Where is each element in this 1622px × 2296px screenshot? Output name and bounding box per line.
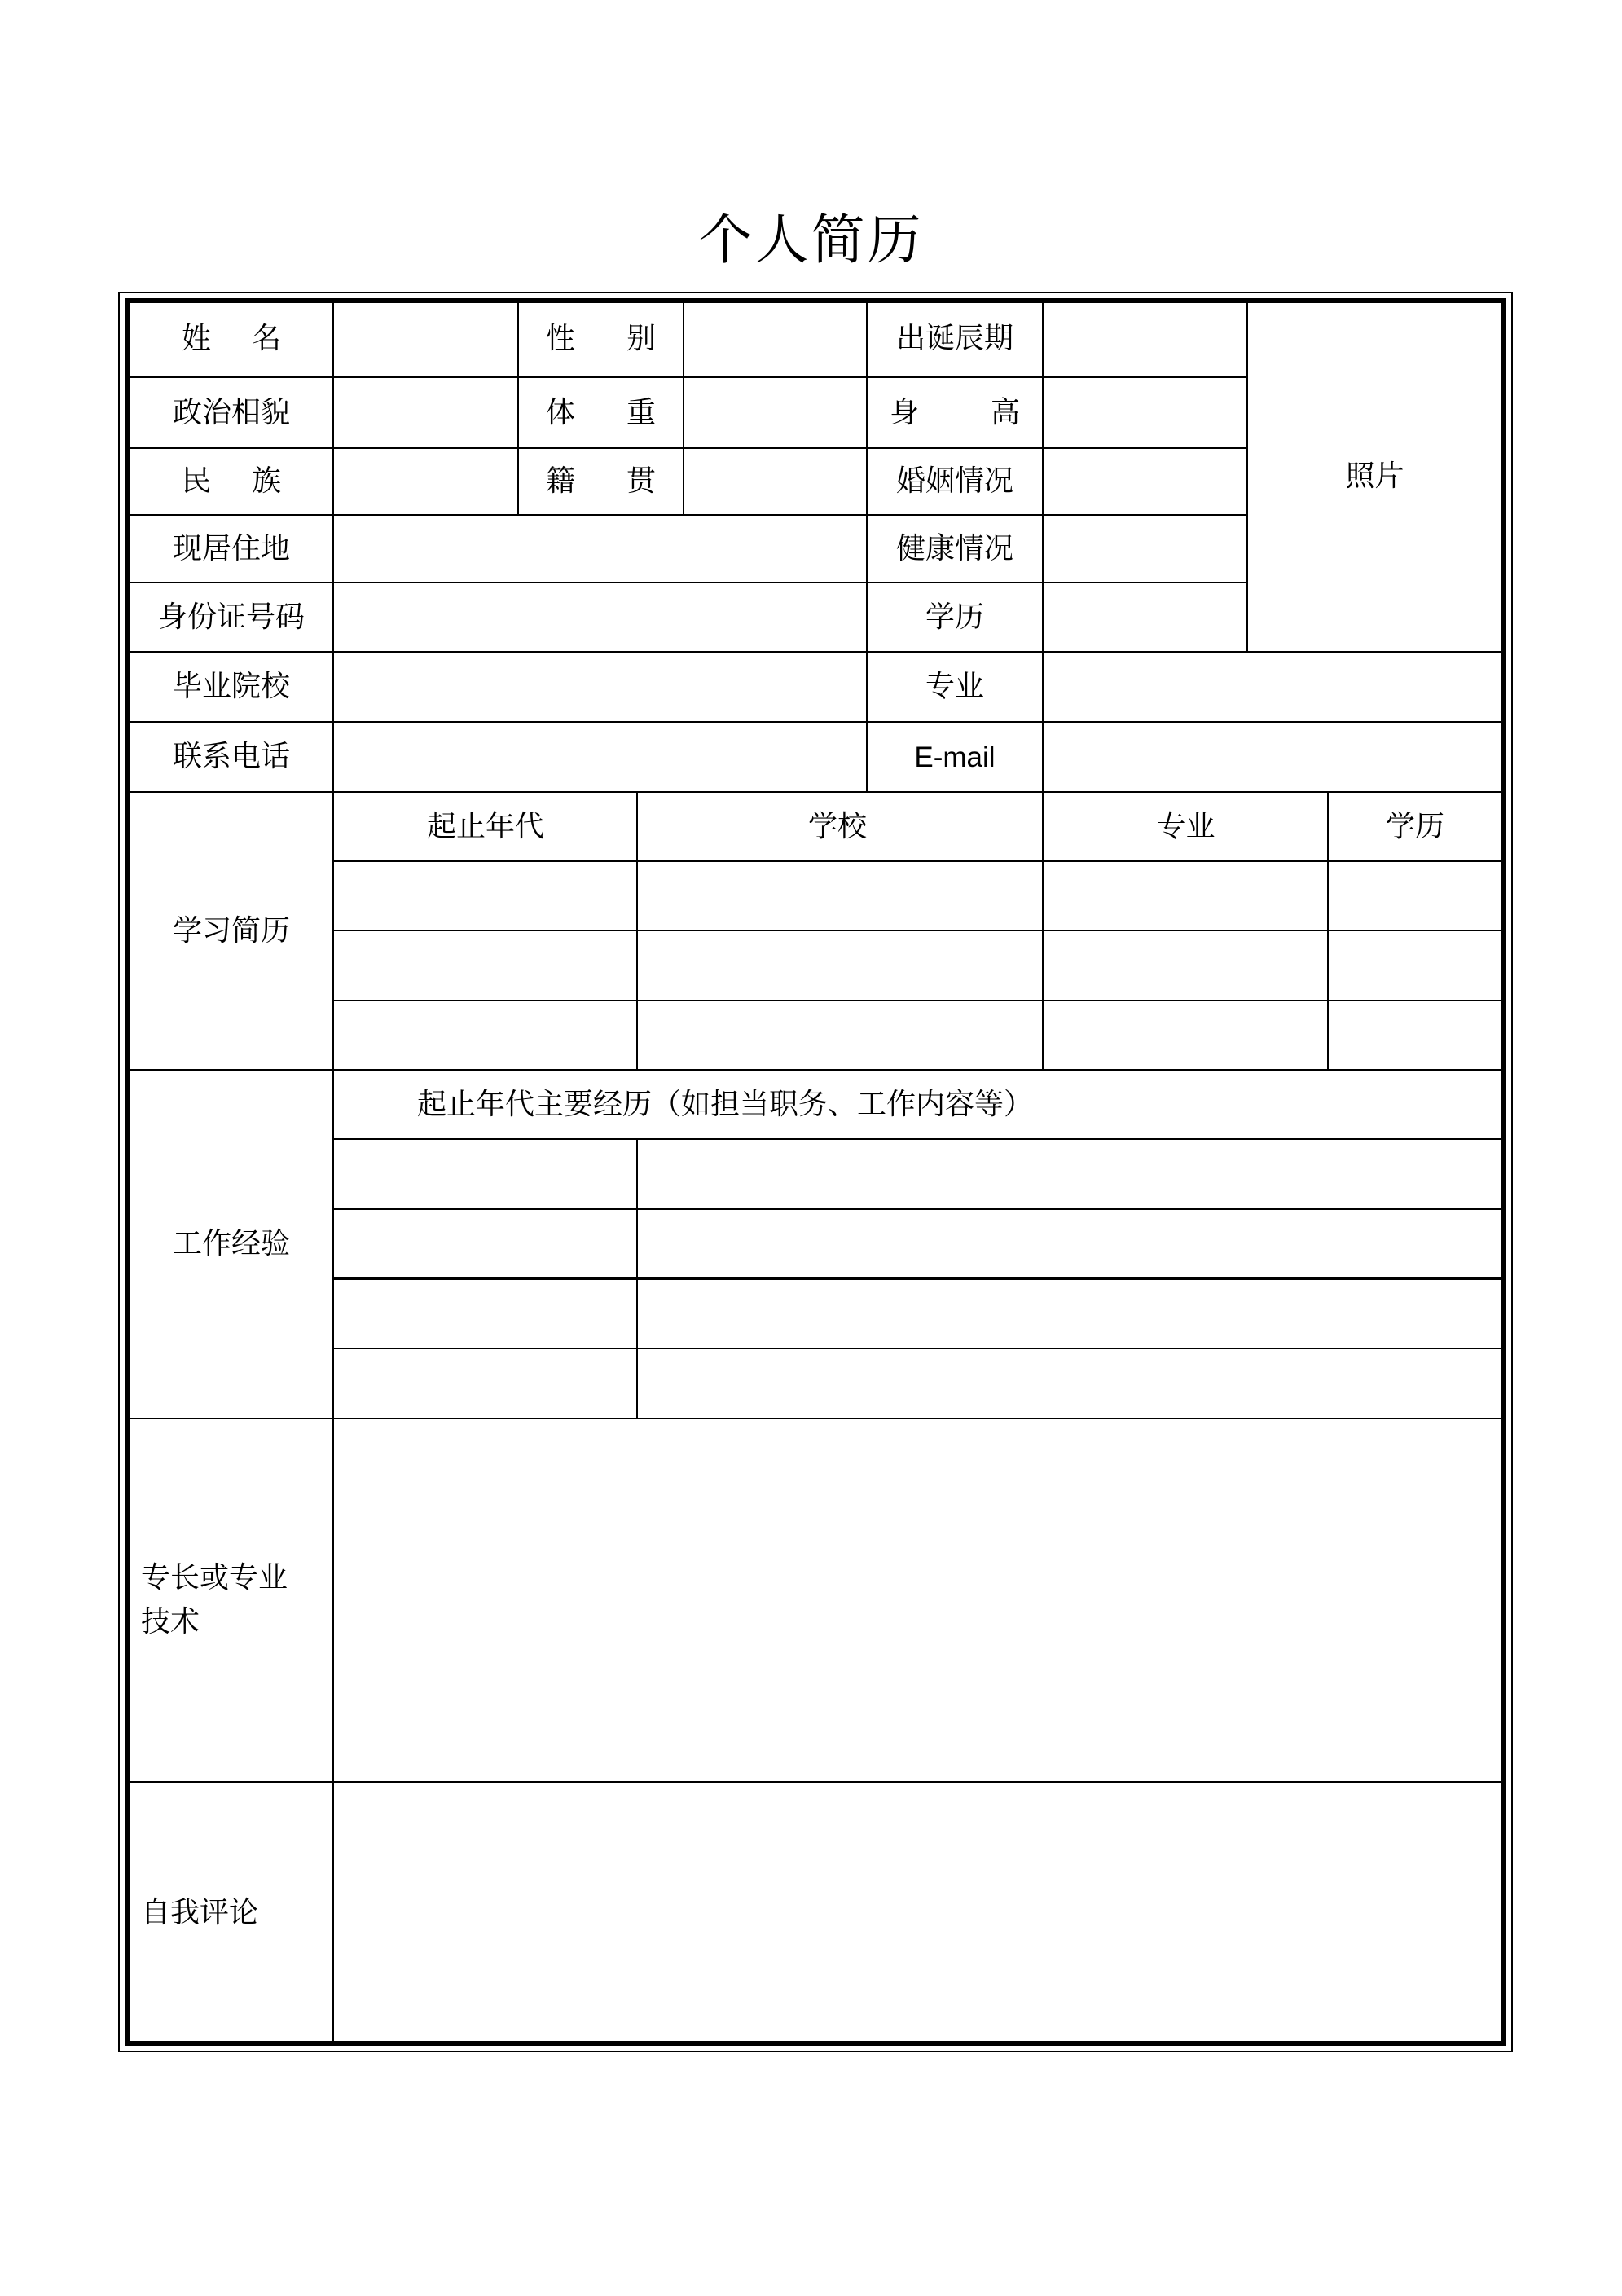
study-row-3-major[interactable]	[1044, 1001, 1328, 1070]
work-row-3-period[interactable]	[334, 1278, 637, 1348]
skills-label-line-1: 专长或专业	[141, 1561, 288, 1594]
political-status-label: 政治相貌	[172, 395, 290, 429]
study-header-major: 专业	[1156, 809, 1215, 843]
study-header-degree: 学历	[1385, 809, 1444, 843]
work-experience-label: 工作经验	[172, 1227, 290, 1260]
name-label-b: 名	[251, 322, 281, 355]
political-status-field[interactable]	[334, 377, 517, 448]
ethnicity-label-b: 族	[251, 464, 281, 498]
self-evaluation-label: 自我评论	[141, 1895, 259, 1929]
study-row-2-period[interactable]	[334, 930, 637, 1001]
name-label	[130, 301, 333, 377]
gender-label-a: 性	[546, 322, 576, 355]
id-number-field[interactable]	[334, 583, 866, 652]
email-label: E-mail	[914, 741, 996, 773]
school-field[interactable]	[334, 652, 866, 722]
education-label: 学历	[925, 600, 984, 634]
name-field[interactable]	[334, 301, 517, 377]
ethnicity-field[interactable]	[334, 448, 517, 515]
work-row-4-period[interactable]	[334, 1348, 637, 1419]
health-field[interactable]	[1044, 515, 1246, 583]
major-label: 专业	[925, 670, 984, 703]
email-field[interactable]	[1044, 722, 1501, 792]
phone-field[interactable]	[334, 722, 866, 792]
work-row-1-detail[interactable]	[638, 1139, 1501, 1209]
work-header: 起止年代主要经历（如担当职务、工作内容等）	[417, 1087, 1034, 1121]
height-label-b: 高	[990, 395, 1020, 429]
birth-date-field[interactable]	[1044, 301, 1246, 377]
address-field[interactable]	[334, 515, 866, 583]
name-label-a: 姓	[182, 322, 212, 355]
native-place-label	[518, 448, 684, 515]
study-row-2-major[interactable]	[1044, 930, 1328, 1001]
work-row-4-detail[interactable]	[638, 1348, 1501, 1419]
study-row-1-degree[interactable]	[1329, 861, 1501, 930]
study-row-1-period[interactable]	[334, 861, 637, 930]
study-row-1-school[interactable]	[638, 861, 1042, 930]
skills-field[interactable]	[334, 1419, 1501, 1782]
study-row-3-period[interactable]	[334, 1001, 637, 1070]
weight-label-a: 体	[546, 395, 576, 429]
health-label: 健康情况	[895, 531, 1013, 565]
id-number-label: 身份证号码	[157, 600, 305, 634]
native-place-field[interactable]	[684, 448, 866, 515]
native-place-label-b: 贯	[626, 464, 656, 498]
photo-area[interactable]: 照片	[1345, 459, 1404, 493]
gender-label	[518, 301, 684, 377]
weight-field[interactable]	[684, 377, 866, 448]
self-evaluation-field[interactable]	[334, 1782, 1501, 2043]
study-header-school: 学校	[807, 809, 867, 843]
marital-status-field[interactable]	[1044, 448, 1246, 515]
weight-label	[518, 377, 684, 448]
height-label	[867, 377, 1043, 448]
study-row-3-degree[interactable]	[1329, 1001, 1501, 1070]
study-row-1-major[interactable]	[1044, 861, 1328, 930]
ethnicity-label-a: 民	[182, 464, 212, 498]
skills-label	[130, 1419, 333, 1782]
marital-status-label: 婚姻情况	[895, 464, 1013, 498]
study-row-3-school[interactable]	[638, 1001, 1042, 1070]
native-place-label-a: 籍	[546, 464, 576, 498]
height-field[interactable]	[1044, 377, 1246, 448]
school-label: 毕业院校	[172, 670, 290, 703]
work-row-2-period[interactable]	[334, 1209, 637, 1278]
work-row-1-period[interactable]	[334, 1139, 637, 1209]
skills-label-line-2: 技术	[141, 1605, 200, 1638]
gender-field[interactable]	[684, 301, 866, 377]
birth-date-label: 出诞辰期	[895, 322, 1013, 355]
ethnicity-label	[130, 448, 333, 515]
gender-label-b: 别	[626, 322, 656, 355]
page-title: 个人简历	[698, 209, 924, 271]
address-label: 现居住地	[172, 531, 290, 565]
study-row-2-degree[interactable]	[1329, 930, 1501, 1001]
phone-label: 联系电话	[172, 740, 290, 773]
weight-label-b: 重	[626, 395, 656, 429]
study-header-period: 起止年代	[426, 809, 544, 843]
study-row-2-school[interactable]	[638, 930, 1042, 1001]
work-row-3-detail[interactable]	[638, 1278, 1501, 1348]
major-field[interactable]	[1044, 652, 1501, 722]
education-field[interactable]	[1044, 583, 1246, 652]
work-row-2-detail[interactable]	[638, 1209, 1501, 1278]
height-label-a: 身	[890, 395, 920, 429]
study-history-label: 学习简历	[172, 913, 290, 948]
